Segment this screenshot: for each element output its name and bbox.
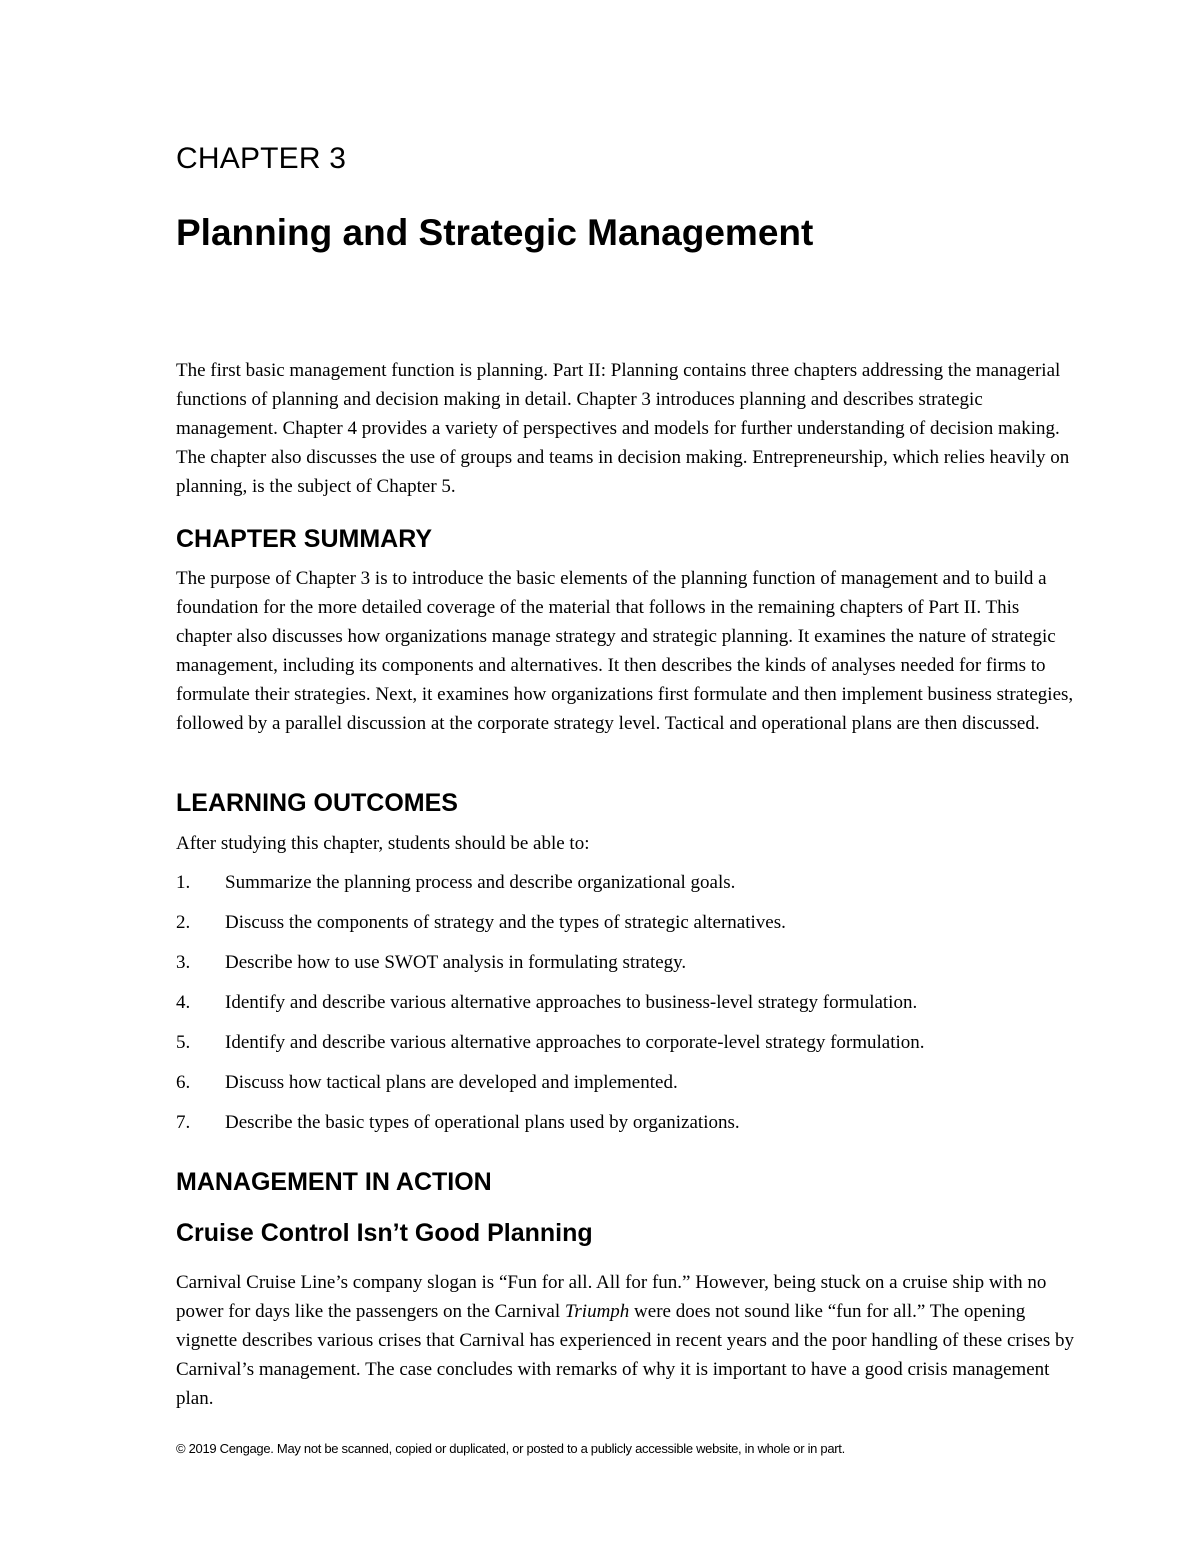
intro-paragraph: The first basic management function is planning. Part II: Planning contains three chapters addressing the managerial functions of planning and decision making in detail. Chapter 3 introduces planning and describes strategic management. Chapter 4 provides a variety of perspectives and models for further understanding of decision making. The chapter also discusses the use of groups and teams in decision making. Entrepreneurship, which relies heavily on planning, is the subject of Chapter 5. — [176, 360, 1070, 497]
chapter-summary-paragraph: The purpose of Chapter 3 is to introduce the basic elements of the planning function of management and to build a foundation for the more detailed coverage of the material that follows in the remaining chapters of Part II. This chapter also discusses how organizations manage strategy and strategic planning. It examines the nature of strategic management, including its components and alternatives. It then describes the kinds of analyses needed for firms to formulate their strategies. Next, it examines how organizations first formulate and then implement business strategies, followed by a parallel discussion at the corporate strategy level. Tactical and operational plans are then discussed. — [176, 568, 1074, 734]
list-item — [176, 868, 1076, 908]
list-item-text: Describe the basic types of operational plans used by organizations. — [225, 1112, 740, 1133]
list-item-text: Identify and describe various alternative approaches to business-level strategy formulation. — [225, 992, 918, 1013]
copyright-footer: © 2019 Cengage. May not be scanned, copied or duplicated, or posted to a publicly accessible website, in whole or in part. — [176, 1441, 845, 1456]
chapter-summary-heading: CHAPTER SUMMARY — [176, 525, 433, 553]
list-item-text: Summarize the planning process and describe organizational goals. — [225, 872, 736, 893]
chapter-label: CHAPTER 3 — [176, 142, 347, 175]
list-item-text: Identify and describe various alternative approaches to corporate-level strategy formulation. — [225, 1032, 925, 1053]
list-item-number: 7. — [176, 1112, 191, 1133]
ship-name: Triumph — [564, 1301, 630, 1322]
list-item-number: 6. — [176, 1072, 191, 1093]
case-text-part-2: were does not sound like “fun for all.” The opening vignette describes various crises that Carnival has experienced in recent years and the poor handling of these crises by Carnival’s management. The case concludes with remarks of why it is important to have a good crisis management plan. — [176, 1301, 1074, 1409]
list-item — [176, 988, 1076, 1028]
learning-outcomes-heading: LEARNING OUTCOMES — [176, 789, 458, 817]
case-paragraph — [176, 1268, 1086, 1413]
list-item-text: Describe how to use SWOT analysis in formulating strategy. — [225, 952, 687, 973]
list-item — [176, 1028, 1076, 1068]
learning-outcomes-lead: After studying this chapter, students should be able to: — [176, 833, 590, 854]
list-item-number: 3. — [176, 952, 191, 973]
list-item-text: Discuss the components of strategy and the types of strategic alternatives. — [225, 912, 786, 933]
list-item-number: 1. — [176, 872, 191, 893]
case-text-part-1: Carnival Cruise Line’s company slogan is “Fun for all. All for fun.” However, being stuck on a cruise ship with no power for days like the passengers on the Carnival — [176, 1272, 1047, 1322]
learning-outcomes-list — [176, 868, 1076, 1148]
list-item — [176, 1068, 1076, 1108]
list-item-text: Discuss how tactical plans are developed and implemented. — [225, 1072, 678, 1093]
chapter-title: Planning and Strategic Management — [176, 212, 814, 253]
list-item-number: 4. — [176, 992, 191, 1013]
list-item — [176, 908, 1076, 948]
list-item — [176, 948, 1076, 988]
management-in-action-heading: MANAGEMENT IN ACTION — [176, 1168, 492, 1196]
list-item — [176, 1108, 1076, 1148]
case-title: Cruise Control Isn’t Good Planning — [176, 1219, 593, 1247]
list-item-number: 5. — [176, 1032, 191, 1053]
list-item-number: 2. — [176, 912, 191, 933]
